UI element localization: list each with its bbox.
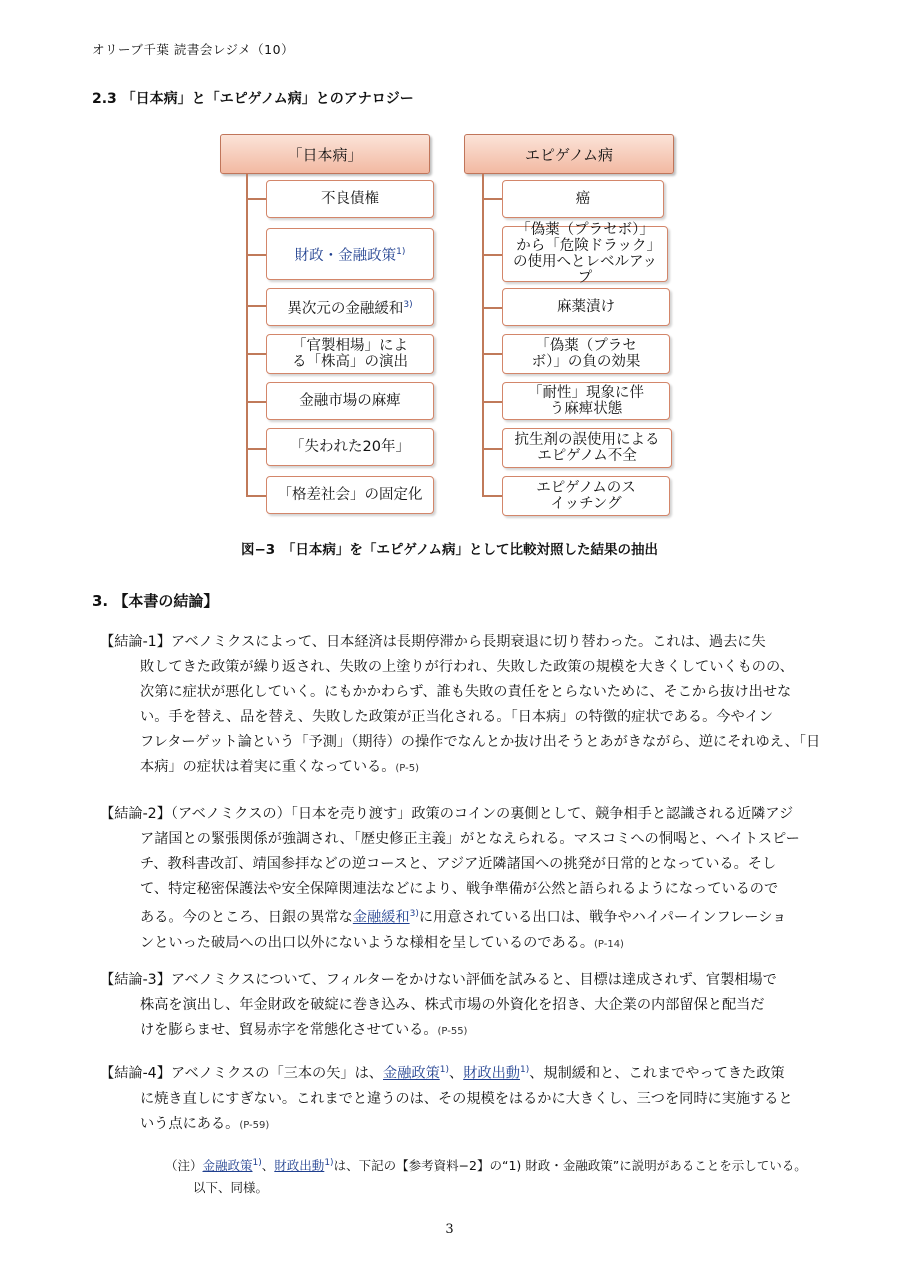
- conclusion-3: 【結論-3】アベノミクスについて、フィルターをかけない評価を試みると、目標は達成されず、官製相場で 株高を演出し、年金財政を破綻に巻き込み、株式市場の外資化を招き、大企業の内部留保と配当だ けを膨らませ、貿易赤字を常態化させている。(P-55): [100, 972, 777, 1038]
- right-item-antibiotic-misuse: 抗生剤の誤使用によるエピゲノム不全: [502, 428, 672, 468]
- page-reference: (P-59): [239, 1119, 270, 1131]
- left-item-bad-debt: 不良債権: [266, 180, 434, 218]
- page-header: オリーブ千葉 読書会レジメ（10）: [92, 42, 295, 57]
- right-item-tolerance-paralysis: 「耐性」現象に伴う麻痺状態: [502, 382, 670, 420]
- right-branch: [482, 495, 502, 497]
- right-tree-title: エピゲノム病: [464, 134, 674, 174]
- right-branch: [482, 198, 502, 200]
- left-branch: [246, 353, 266, 355]
- note-monetary-policy-link[interactable]: 金融政策: [202, 1158, 253, 1174]
- left-branch: [246, 305, 266, 307]
- conclusion-heading: 3. 【本書の結論】: [92, 592, 219, 610]
- left-branch: [246, 198, 266, 200]
- left-item-unprecedented-easing: 異次元の金融緩和$^{3)}$: [266, 288, 434, 326]
- left-tree-title: 「日本病」: [220, 134, 430, 174]
- right-item-epigenome-switching: エピゲノムのスイッチング: [502, 476, 670, 516]
- right-branch: [482, 401, 502, 403]
- right-branch: [482, 307, 502, 309]
- left-item-fiscal-monetary-policy: 財政・金融政策$^{1)}$: [266, 228, 434, 280]
- page-reference: (P-55): [437, 1026, 468, 1037]
- monetary-easing-link[interactable]: 金融緩和: [352, 909, 410, 926]
- right-item-placebo-negative: 「偽薬（プラセボ）」の負の効果: [502, 334, 670, 374]
- left-item-government-market: 「官製相場」による「株高」の演出: [266, 334, 434, 374]
- conclusion-4: 【結論-4】アベノミクスの「三本の矢」は、金融政策$^{1)}$、財政出動$^{1)}$、規制緩和と、これまでやってきた政策 に焼き直しにすぎない。これまでと違うのは、その規模をはるかに大きくし、三つを同時に実施すると いう点にある。(P-59): [100, 1065, 793, 1132]
- page-number: 3: [445, 1222, 454, 1237]
- right-item-placebo-to-drugs: 「偽薬（プラセボ）」から「危険ドラック」の使用へとレベルアップ: [502, 226, 668, 282]
- right-item-drug-addiction: 麻薬漬け: [502, 288, 670, 326]
- conclusion-1: 【結論-1】アベノミクスによって、日本経済は長期停滞から長期衰退に切り替わった。これは、過去に失 敗してきた政策が繰り返され、失敗の上塗りが行われ、失敗した政策の規模を大きくしていくものの、 次第に症状が悪化していく。にもかかわらず、誰も失敗の責任をとらないために、そこから抜け出せな い。手を替え、品を替え、失敗した政策が正当化される。「日本病」の特徴的症状である。今やイン フレターゲット論という「予測」（期待）の操作でなんとか抜け出そうとあがきながら、逆にそれゆえ、「日 本病」の症状は着実に重くなっている。(P-5): [100, 634, 821, 775]
- left-branch: [246, 495, 266, 497]
- figure-caption: 図−3 「日本病」を「エピゲノム病」として比較対照した結果の抽出: [240, 542, 659, 558]
- left-branch: [246, 448, 266, 450]
- left-branch: [246, 254, 266, 256]
- monetary-policy-link[interactable]: 金融政策: [383, 1065, 440, 1082]
- left-item-lost-20-years: 「失われた20年」: [266, 428, 434, 466]
- right-branch: [482, 254, 502, 256]
- left-item-fixed-inequality: 「格差社会」の固定化: [266, 476, 434, 514]
- left-branch: [246, 401, 266, 403]
- right-item-cancer: 癌: [502, 180, 664, 218]
- conclusion-2: 【結論-2】（アベノミクスの）「日本を売り渡す」政策のコインの裏側として、競争相手と認識される近隣アジ ア諸国との緊張関係が強調され、「歴史修正主義」がとなえられる。マスコミへの恫喝と、ヘイトスピー チ、教科書改訂、靖国参拝などの逆コースと、アジア近隣諸国への挑発が日常的となっている。そし て、特定秘密保護法や安全保障関連法などにより、戦争準備が公然と語られるようになっているので ある。今のところ、日銀の異常な金融緩和$^{3)}$に用意されている出口は、戦争やハイパーインフレーショ ンといった破局への出口以外にないような様相を呈しているのである。(P-14): [100, 806, 800, 951]
- note-fiscal-spending-link[interactable]: 財政出動: [274, 1158, 325, 1174]
- fiscal-spending-link[interactable]: 財政出動: [463, 1065, 520, 1082]
- right-branch: [482, 448, 502, 450]
- page-reference: (P-5): [395, 763, 419, 774]
- analogy-diagram: [220, 128, 690, 528]
- page-reference: (P-14): [594, 938, 624, 950]
- footnote: （注）金融政策$^{1)}$、財政出動$^{1)}$は、下記の【参考資料−2】の“1) 財政・金融政策”に説明があることを示している。 以下、同様。: [165, 1158, 807, 1196]
- section-heading: 2.3 「日本病」と「エピゲノム病」とのアナロジー: [92, 91, 414, 107]
- right-branch: [482, 353, 502, 355]
- left-item-market-paralysis: 金融市場の麻痺: [266, 382, 434, 420]
